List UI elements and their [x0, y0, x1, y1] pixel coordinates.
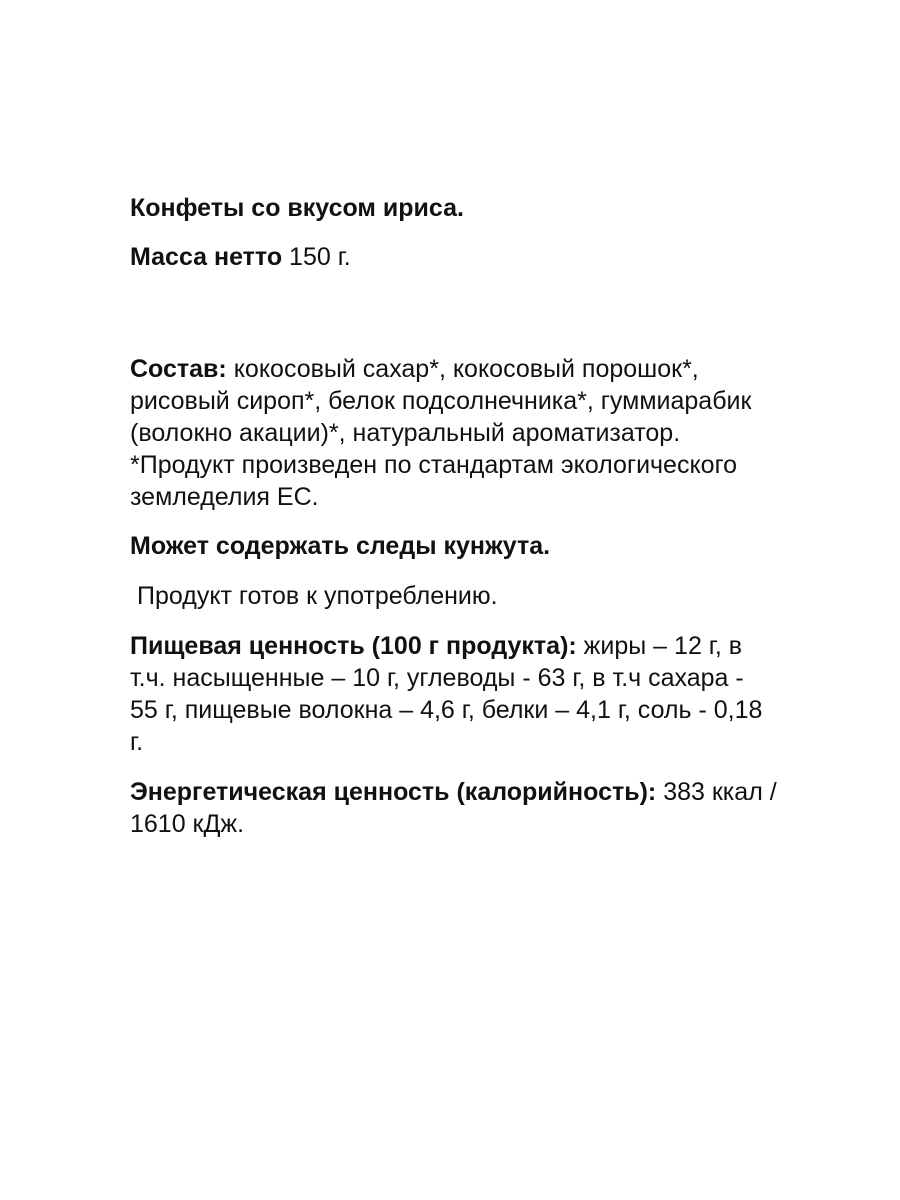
energy-value [130, 776, 842, 840]
energy-line: 1610 кДж. [130, 810, 245, 838]
composition-block [130, 353, 842, 513]
allergen-warning [130, 530, 842, 562]
composition-text: кокосовый сахар*, кокосовый порошок*, [226, 355, 699, 383]
energy-label: Энергетическая ценность (калорийность): [130, 778, 657, 806]
nutrition-label: Пищевая ценность (100 г продукта): [130, 632, 577, 660]
nutrition-line [130, 630, 842, 662]
composition-label: Состав: [130, 355, 227, 383]
composition-line: (волокно акации)*, натуральный ароматизатор. [130, 419, 681, 447]
organic-note: земледелия ЕС. [130, 483, 319, 511]
product-label-text [130, 192, 842, 840]
composition-line [130, 353, 842, 385]
nutrition-facts [130, 630, 842, 758]
ready-to-eat-note: Продукт готов к употреблению. [137, 582, 498, 610]
energy-text: 383 ккал / [656, 778, 777, 806]
net-weight-label: Масса нетто [130, 243, 283, 271]
nutrition-text: жиры – 12 г, в [576, 632, 743, 660]
nutrition-line: 55 г, пищевые волокна – 4,6 г, белки – 4,1 г, соль - 0,18 [130, 696, 763, 724]
net-weight [130, 241, 842, 273]
allergen-warning-text: Может содержать следы кунжута. [130, 532, 551, 560]
nutrition-line: г. [130, 728, 144, 756]
nutrition-line: т.ч. насыщенные – 10 г, углеводы - 63 г, в т.ч сахара - [130, 664, 744, 692]
energy-line [130, 776, 842, 808]
composition-line: рисовый сироп*, белок подсолнечника*, гуммиарабик [130, 387, 752, 415]
net-weight-value: 150 г. [282, 243, 351, 271]
product-title [130, 192, 842, 224]
product-title-text: Конфеты со вкусом ириса. [130, 194, 464, 222]
organic-note: *Продукт произведен по стандартам экологического [130, 451, 738, 479]
